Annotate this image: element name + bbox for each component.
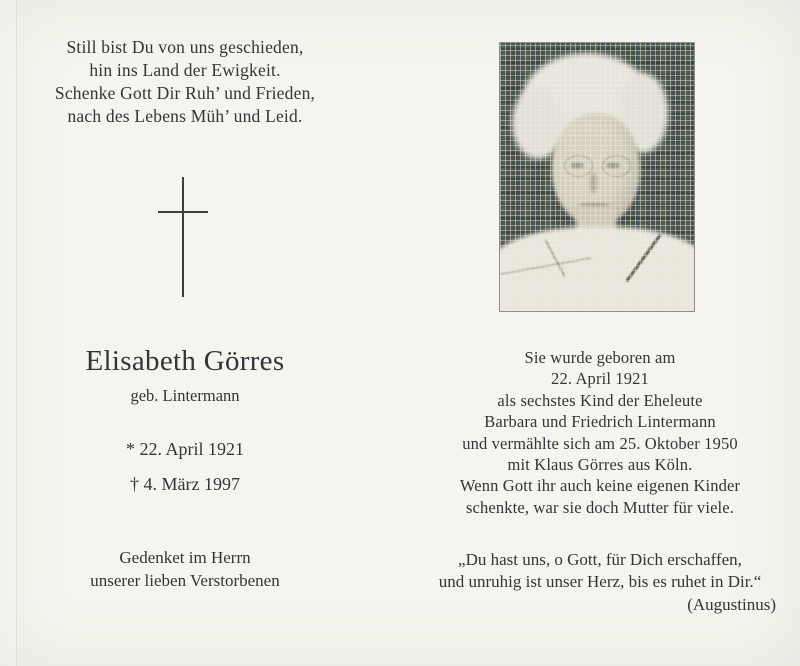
quote-line: und unruhig ist unser Herz, bis es ruhet in Dir.“	[438, 572, 762, 592]
quote-attribution: (Augustinus)	[687, 594, 776, 614]
birth-date: * 22. April 1921	[125, 439, 244, 459]
deceased-name: Elisabeth Görres	[85, 345, 285, 377]
nose	[590, 173, 597, 193]
cross-vertical-bar	[182, 177, 184, 297]
eye	[606, 163, 620, 168]
poem-line: hin ins Land der Ewigkeit.	[89, 60, 281, 80]
cross-horizontal-bar	[158, 211, 208, 213]
bio-line: mit Klaus Görres aus Köln.	[507, 455, 693, 475]
bio-line: und vermählte sich am 25. Oktober 1950	[462, 433, 738, 453]
biography-text	[403, 347, 797, 518]
cross-icon	[158, 177, 208, 297]
quote-line: „Du hast uns, o Gott, für Dich erschaffen,	[458, 550, 742, 569]
poem-line: nach des Lebens Müh’ und Leid.	[67, 106, 303, 126]
bio-line: Barbara und Friedrich Lintermann	[484, 412, 716, 432]
bio-line: Sie wurde geboren am	[524, 348, 676, 367]
bio-line: als sechstes Kind der Eheleute	[497, 390, 703, 410]
life-dates	[5, 439, 365, 495]
maiden-name: geb. Lintermann	[130, 386, 240, 405]
memorial-line: Gedenket im Herrn	[119, 548, 251, 567]
memorial-text	[5, 547, 365, 592]
portrait-photo	[499, 42, 695, 312]
poem-line: Schenke Gott Dir Ruh’ und Frieden,	[54, 83, 316, 103]
bio-line: Wenn Gott ihr auch keine eigenen Kinder	[459, 476, 741, 496]
memorial-line: unserer lieben Verstorbenen	[90, 570, 280, 590]
eye	[570, 163, 584, 168]
deceased-name-block	[5, 344, 365, 406]
bio-line: schenkte, war sie doch Mutter für viele.	[465, 497, 735, 517]
poem-line: Still bist Du von uns geschieden,	[66, 37, 304, 57]
poem	[5, 36, 365, 128]
quote-block	[410, 549, 790, 616]
death-date: † 4. März 1997	[130, 474, 240, 494]
bio-line: 22. April 1921	[551, 369, 649, 389]
